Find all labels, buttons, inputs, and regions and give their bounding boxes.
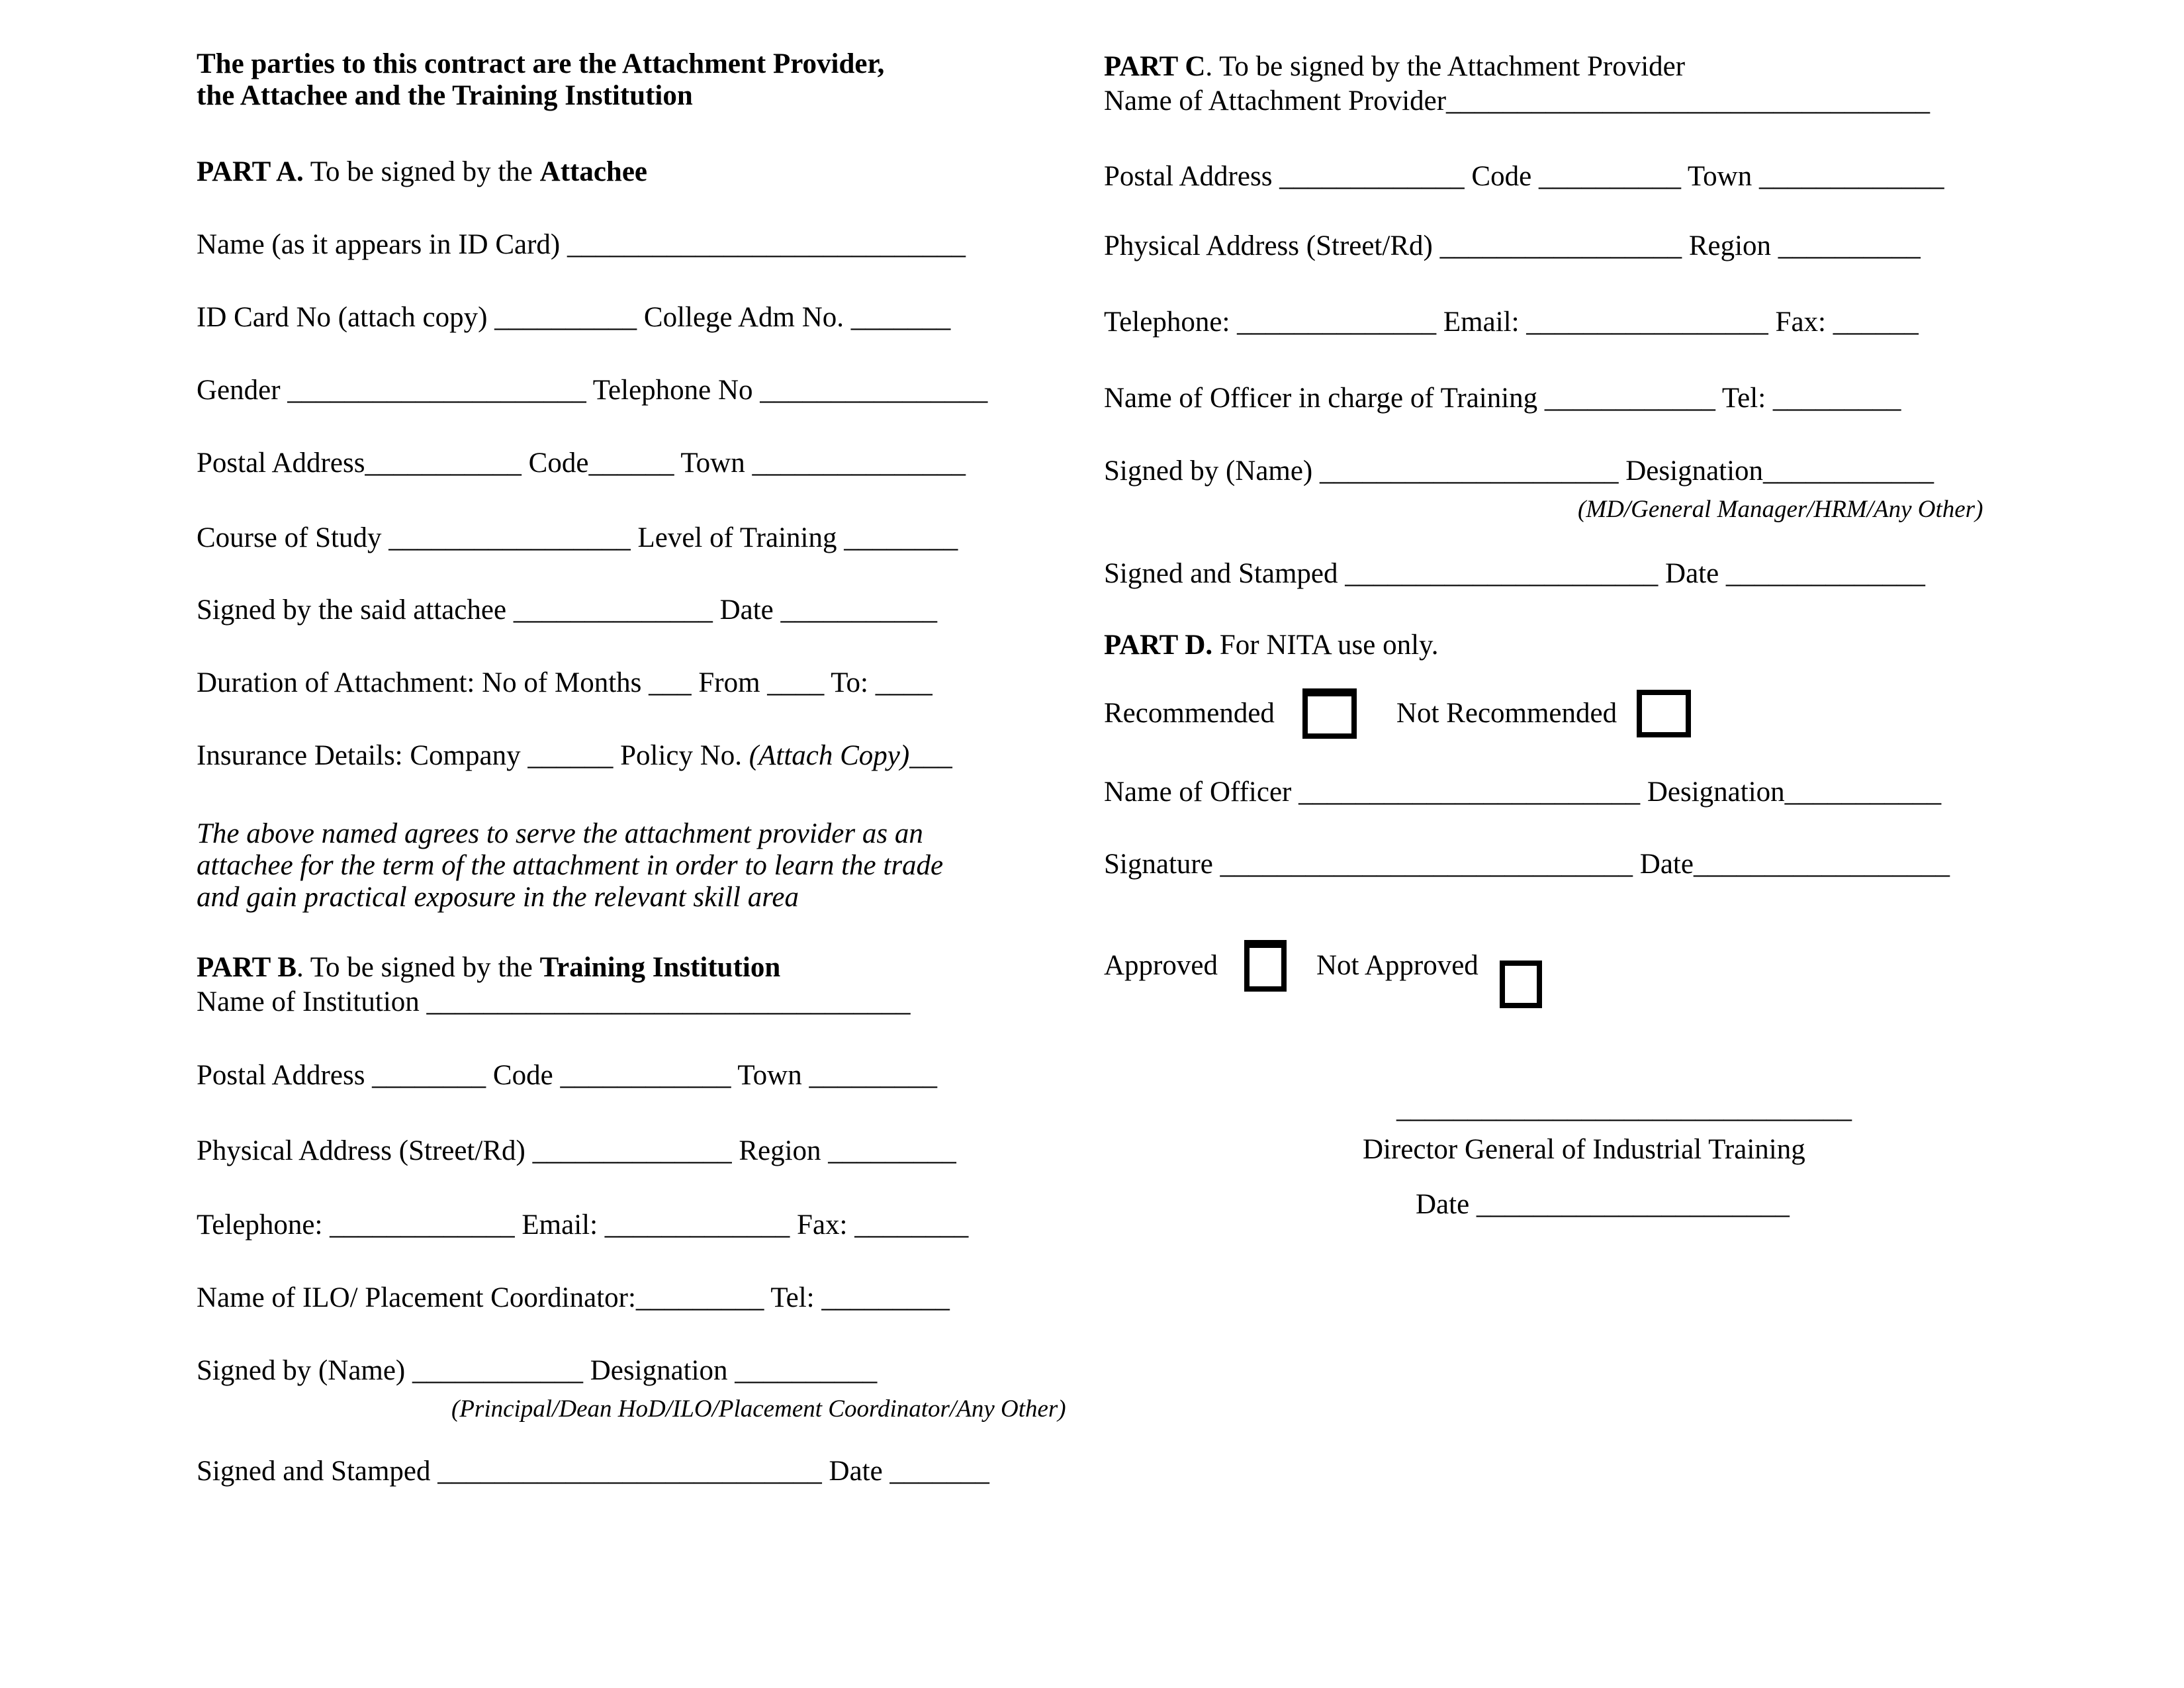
- field-officer-in-charge: Name of Officer in charge of Training ____________ Tel: _________: [1104, 383, 1901, 414]
- field-physical-address-b: Physical Address (Street/Rd) ______________ Region _________: [197, 1135, 956, 1166]
- field-insurance-details: Insurance Details: Company ______ Policy No. (Attach Copy)___: [197, 740, 952, 771]
- agreement-paragraph-line-3: and gain practical exposure in the relevant skill area: [197, 882, 799, 913]
- field-gender-telephone: Gender _____________________ Telephone No ________________: [197, 375, 988, 406]
- not-recommended-label: Not Recommended: [1396, 698, 1617, 729]
- approval-row: [1104, 940, 1542, 992]
- field-telephone-c: Telephone: ______________ Email: _________________ Fax: ______: [1104, 306, 1919, 338]
- not-recommended-checkbox[interactable]: [1637, 690, 1691, 737]
- intro-heading-line-2: the Attachee and the Training Institution: [197, 80, 693, 111]
- not-approved-checkbox[interactable]: [1500, 961, 1542, 1008]
- field-telephone-b: Telephone: _____________ Email: _____________ Fax: ________: [197, 1209, 969, 1241]
- designation-options-b: (Principal/Dean HoD/ILO/Placement Coordinator/Any Other): [451, 1395, 1066, 1423]
- field-duration-of-attachment: Duration of Attachment: No of Months ___ From ____ To: ____: [197, 667, 933, 698]
- field-course-of-study: Course of Study _________________ Level of Training ________: [197, 522, 958, 553]
- field-attachment-provider-name: Name of Attachment Provider__________________________________: [1104, 85, 1931, 117]
- recommendation-row: [1104, 688, 1691, 739]
- left-column: [197, 0, 1110, 1688]
- field-nita-signature: Signature _____________________________ Date__________________: [1104, 849, 1950, 880]
- agreement-paragraph-line-2: attachee for the term of the attachment in order to learn the trade: [197, 850, 944, 881]
- field-postal-address-c: Postal Address _____________ Code __________ Town _____________: [1104, 161, 1944, 192]
- agreement-paragraph-line-1: The above named agrees to serve the attachment provider as an: [197, 818, 923, 849]
- field-nita-officer-name: Name of Officer ________________________ Designation___________: [1104, 776, 1942, 808]
- director-signature-line: ________________________________: [1396, 1093, 1852, 1124]
- field-signed-by-name-b: Signed by (Name) ____________ Designation __________: [197, 1355, 878, 1386]
- field-signed-by-name-c: Signed by (Name) _____________________ Designation____________: [1104, 455, 1934, 487]
- approved-label: Approved: [1104, 950, 1218, 982]
- part-d-heading: PART D. For NITA use only.: [1104, 630, 1439, 661]
- field-physical-address-c: Physical Address (Street/Rd) _________________ Region __________: [1104, 230, 1921, 261]
- field-postal-address-b: Postal Address ________ Code ____________ Town _________: [197, 1060, 937, 1091]
- approved-checkbox[interactable]: [1244, 940, 1287, 992]
- not-approved-label: Not Approved: [1316, 950, 1479, 982]
- field-postal-address-a: Postal Address___________ Code______ Town _______________: [197, 447, 966, 479]
- recommended-label: Recommended: [1104, 698, 1275, 729]
- field-attachee-name: Name (as it appears in ID Card) ____________________________: [197, 229, 966, 260]
- part-c-heading: PART C. To be signed by the Attachment Provider: [1104, 51, 1686, 82]
- part-b-heading: PART B. To be signed by the Training Institution: [197, 952, 781, 983]
- field-director-date: Date ______________________: [1416, 1189, 1790, 1220]
- field-id-card-no: ID Card No (attach copy) __________ College Adm No. _______: [197, 302, 951, 333]
- field-signed-by-attachee: Signed by the said attachee ______________ Date ___________: [197, 594, 937, 626]
- field-signed-and-stamped-c: Signed and Stamped ______________________ Date ______________: [1104, 558, 1925, 589]
- director-general-title: Director General of Industrial Training: [1363, 1134, 1805, 1165]
- part-a-heading: PART A. To be signed by the Attachee: [197, 156, 648, 187]
- field-ilo-coordinator: Name of ILO/ Placement Coordinator:_________ Tel: _________: [197, 1282, 950, 1313]
- field-signed-and-stamped-b: Signed and Stamped ___________________________ Date _______: [197, 1456, 989, 1487]
- recommended-checkbox[interactable]: [1302, 688, 1357, 739]
- intro-heading-line-1: The parties to this contract are the Attachment Provider,: [197, 48, 885, 79]
- designation-options-c: (MD/General Manager/HRM/Any Other): [1578, 496, 1983, 523]
- right-column: [1104, 0, 2070, 1688]
- field-institution-name: Name of Institution __________________________________: [197, 986, 911, 1017]
